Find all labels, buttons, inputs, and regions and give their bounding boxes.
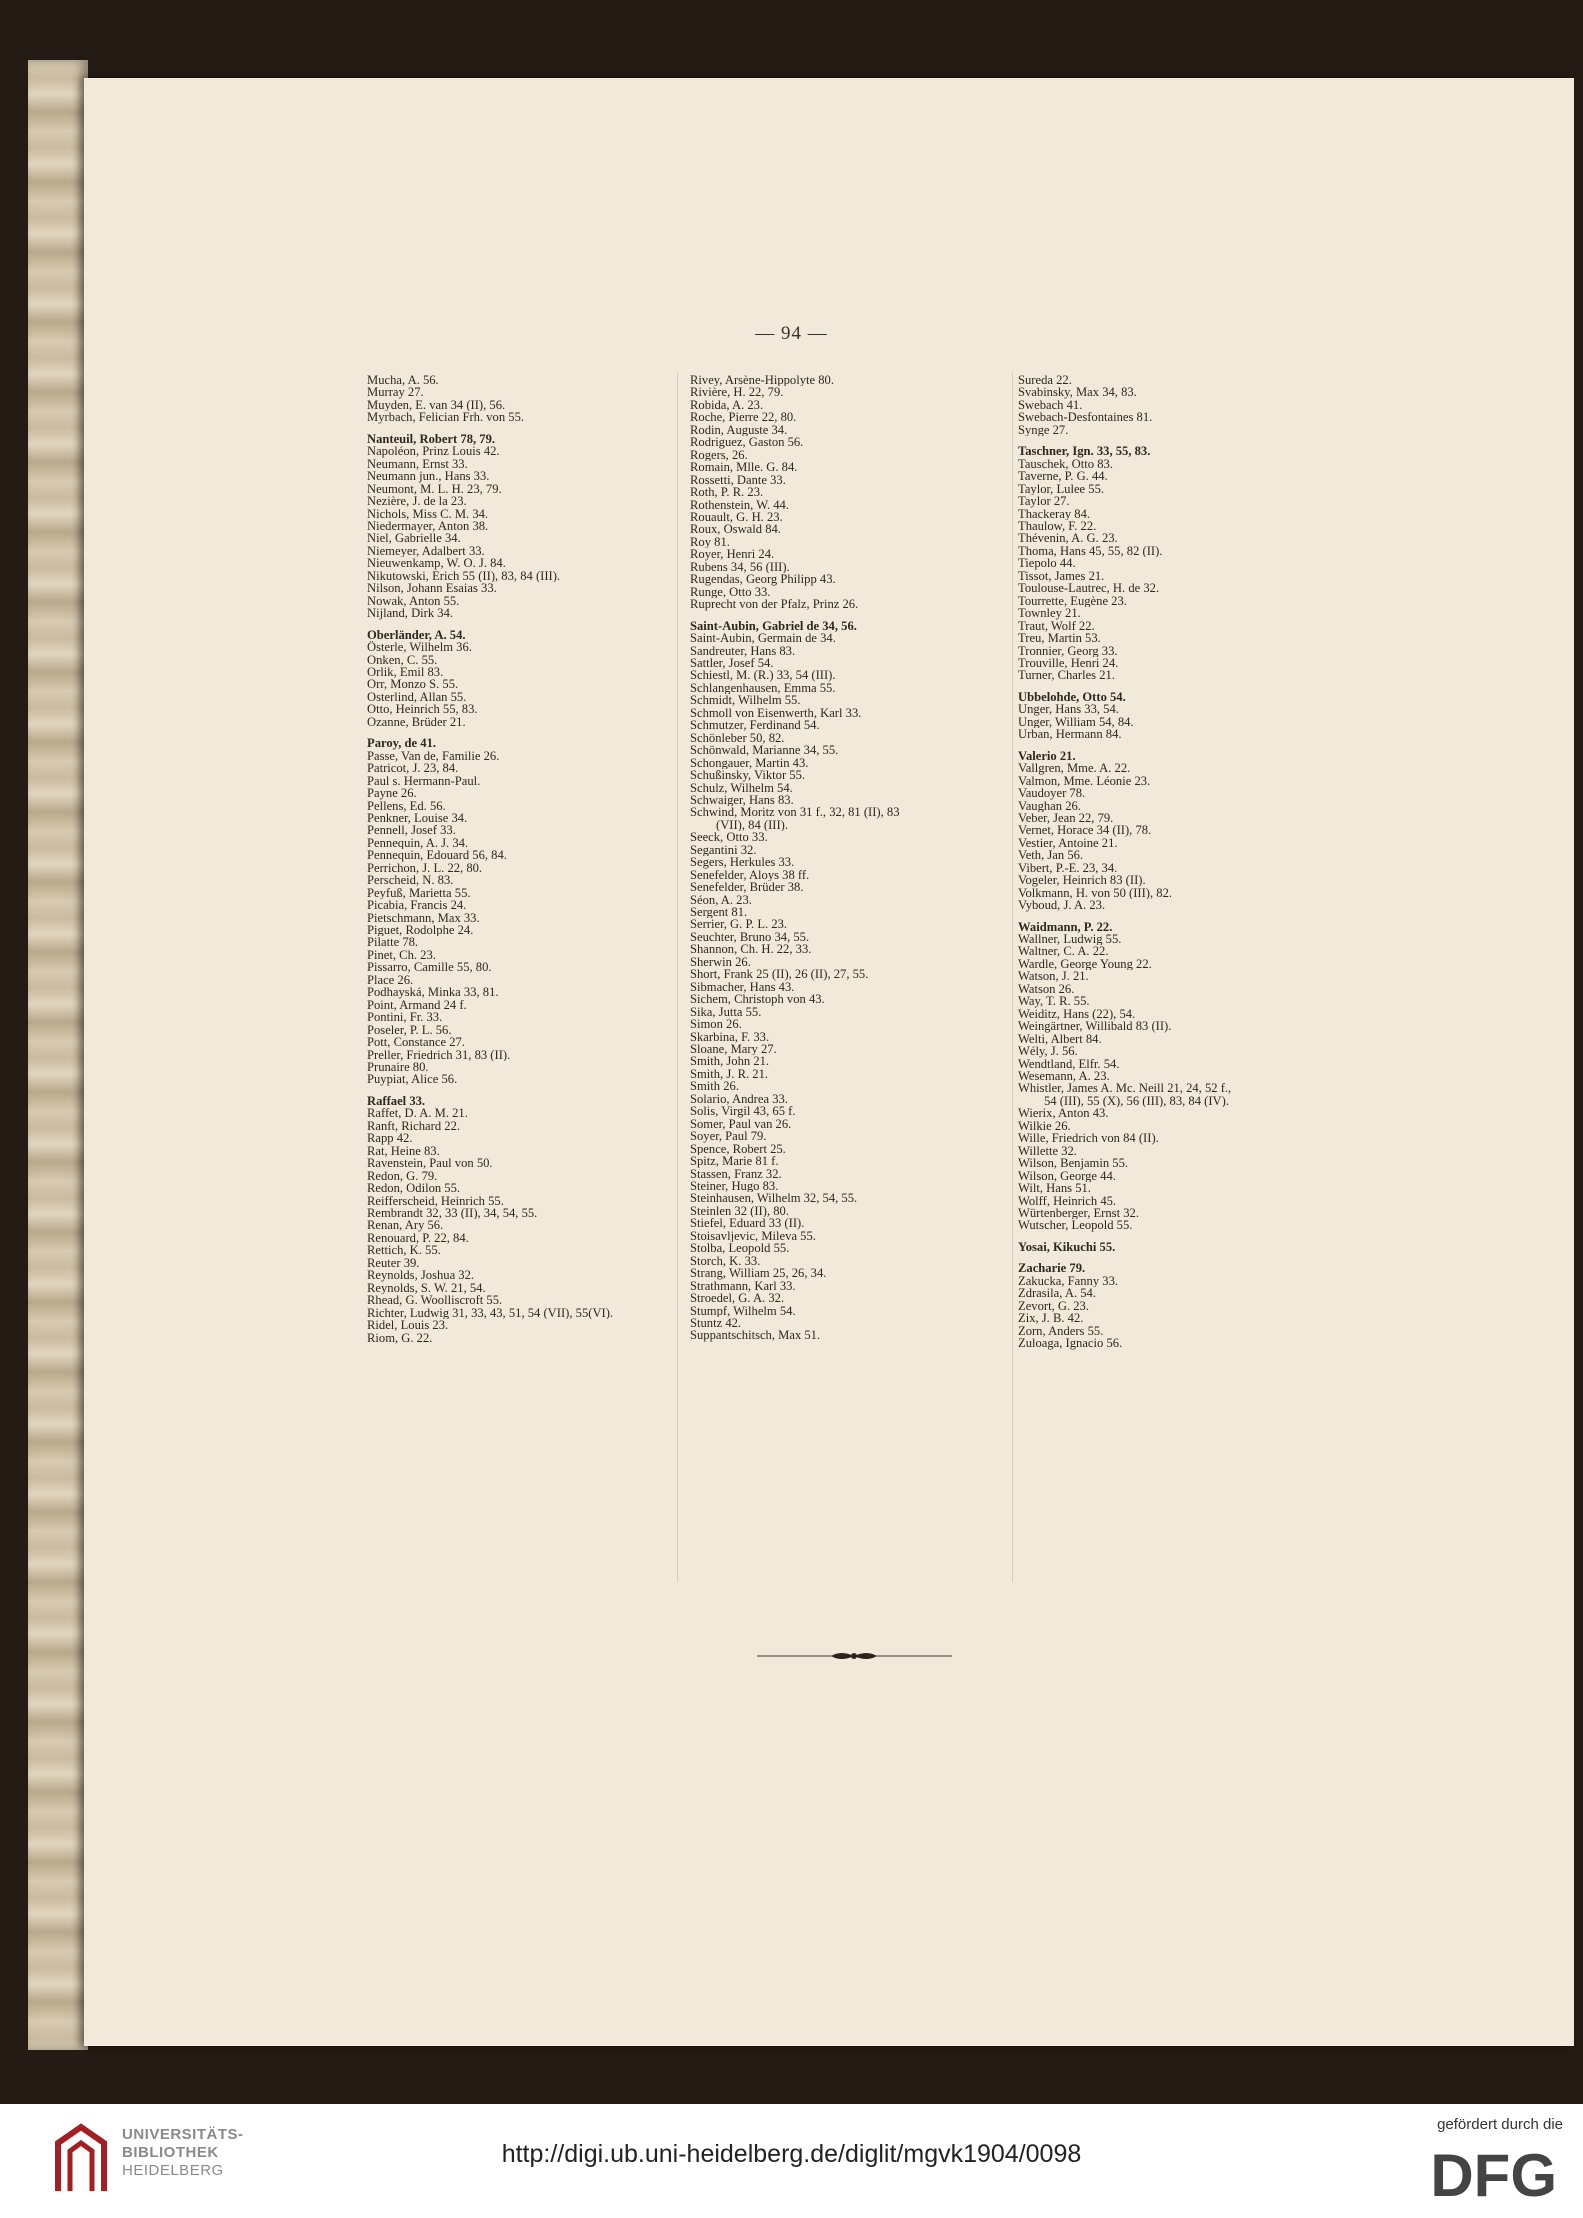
index-entry: Rugendas, Georg Philipp 43. xyxy=(690,573,836,586)
dfg-logo-text: DFG xyxy=(1430,2144,1557,2202)
index-entry: Vernet, Horace 34 (II), 78. xyxy=(1018,824,1152,837)
index-entry: Watson 26. xyxy=(1018,982,1075,996)
entry-gap xyxy=(1018,912,1318,921)
index-entry: Segers, Herkules 33. xyxy=(690,856,795,869)
index-entry: Seeck, Otto 33. xyxy=(690,831,768,844)
index-entry: Nieuwenkamp, W. O. J. 84. xyxy=(367,557,506,570)
index-entry: Preller, Friedrich 31, 83 (II). xyxy=(367,1048,511,1062)
index-entry: Vibert, P.-E. 23, 34. xyxy=(1018,861,1118,875)
index-entry: Nijland, Dirk 34. xyxy=(367,607,454,620)
index-entry: Rapp 42. xyxy=(367,1132,413,1145)
index-entry: Thaulow, F. 22. xyxy=(1018,519,1097,533)
index-entry: Pennell, Josef 33. xyxy=(367,824,456,837)
index-entry: Österle, Wilhelm 36. xyxy=(367,641,472,654)
index-entry: Soyer, Paul 79. xyxy=(690,1130,767,1143)
index-entry: Rettich, K. 55. xyxy=(367,1244,441,1257)
index-entry: Stassen, Franz 32. xyxy=(690,1167,782,1180)
index-entry: Svabinsky, Max 34, 83. xyxy=(1018,386,1137,399)
index-entry: Spence, Robert 25. xyxy=(690,1142,786,1156)
index-entry: Treu, Martin 53. xyxy=(1018,632,1101,645)
index-entry: Neumann jun., Hans 33. xyxy=(367,470,490,483)
index-entry: Spitz, Marie 81 f. xyxy=(690,1155,779,1168)
index-letter-start-entry: Waidmann, P. 22. xyxy=(1018,920,1113,934)
index-entry: Wendtland, Elfr. 54. xyxy=(1018,1057,1120,1071)
index-entry: Pellens, Ed. 56. xyxy=(367,799,446,812)
index-entry: Roy 81. xyxy=(690,535,730,549)
index-entry: Segantini 32. xyxy=(690,843,757,857)
index-entry: Wesemann, A. 23. xyxy=(1018,1070,1110,1083)
index-entry: Vestier, Antoine 21. xyxy=(1018,836,1118,850)
index-entry: Roche, Pierre 22, 80. xyxy=(690,411,797,424)
index-entry: Nikutowski, Erich 55 (II), 83, 84 (III). xyxy=(367,569,561,583)
index-entry: Poseler, P. L. 56. xyxy=(367,1023,452,1037)
index-entry: Taylor, Lulee 55. xyxy=(1018,482,1105,496)
index-entry: Wardle, George Young 22. xyxy=(1018,957,1152,971)
index-entry: Schmidt, Wilhelm 55. xyxy=(690,694,801,707)
index-entry: Simon 26. xyxy=(690,1018,742,1031)
index-entry: Robida, A. 23. xyxy=(690,398,764,412)
index-entry: Orr, Monzo S. 55. xyxy=(367,678,459,691)
index-entry: Veber, Jean 22, 79. xyxy=(1018,811,1114,825)
index-entry: Schwind, Moritz von 31 f., 32, 81 (II), 83 xyxy=(690,806,900,819)
entry-gap xyxy=(367,424,672,433)
index-entry: Pott, Constance 27. xyxy=(367,1036,465,1049)
index-entry: Niel, Gabrielle 34. xyxy=(367,532,461,545)
index-entry: Thévenin, A. G. 23. xyxy=(1018,532,1118,545)
index-entry: Reifferscheid, Heinrich 55. xyxy=(367,1194,504,1207)
index-entry: Nilson, Johann Esaias 33. xyxy=(367,582,497,595)
index-entry: Way, T. R. 55. xyxy=(1018,995,1090,1008)
entry-gap xyxy=(1018,1232,1318,1241)
index-entry: Point, Armand 24 f. xyxy=(367,998,467,1012)
entry-gap xyxy=(1018,1253,1318,1262)
index-entry: Schmutzer, Ferdinand 54. xyxy=(690,719,820,732)
index-entry: Nezière, J. de la 23. xyxy=(367,495,467,508)
index-entry: Weingärtner, Willibald 83 (II). xyxy=(1018,1020,1172,1033)
index-entry: Reynolds, Joshua 32. xyxy=(367,1269,475,1282)
index-letter-start-entry: Raffael 33. xyxy=(367,1094,426,1108)
index-entry: Synge 27. xyxy=(1018,423,1069,437)
index-entry: Picabia, Francis 24. xyxy=(367,899,467,912)
index-letter-start-entry: Paroy, de 41. xyxy=(367,737,437,750)
index-entry: Pietschmann, Max 33. xyxy=(367,911,480,925)
index-entry-continuation: 54 (III), 55 (X), 56 (III), 83, 84 (IV). xyxy=(1044,1094,1229,1108)
index-entry: Townley 21. xyxy=(1018,607,1081,620)
index-entry: Patricot, J. 23, 84. xyxy=(367,762,459,775)
page-edges xyxy=(28,60,88,2050)
library-name-line2: BIBLIOTHEK xyxy=(122,2144,219,2161)
index-entry: Napoléon, Prinz Louis 42. xyxy=(367,445,500,458)
ornament-divider xyxy=(757,1649,952,1663)
index-entry: Tourrette, Eugène 23. xyxy=(1018,594,1127,608)
index-entry: Serrier, G. P. L. 23. xyxy=(690,918,788,931)
index-entry: Roux, Oswald 84. xyxy=(690,523,781,536)
index-entry: Orlik, Emil 83. xyxy=(367,665,444,679)
index-entry: Strang, William 25, 26, 34. xyxy=(690,1267,827,1280)
index-entry: Rogers, 26. xyxy=(690,448,748,462)
index-entry: Willette 32. xyxy=(1018,1144,1077,1158)
index-letter-start-entry: Oberländer, A. 54. xyxy=(367,628,466,642)
index-column-2 xyxy=(690,374,1010,1342)
index-entry: Reuter 39. xyxy=(367,1256,420,1270)
index-entry: Thackeray 84. xyxy=(1018,507,1091,520)
index-entry: Stoisavljevic, Mileva 55. xyxy=(690,1229,816,1243)
index-entry: Schulz, Wilhelm 54. xyxy=(690,781,793,794)
document-url-link[interactable]: http://digi.ub.uni-heidelberg.de/diglit/mgvk1904/0098 xyxy=(501,2140,1082,2168)
index-entry: Volkmann, H. von 50 (III), 82. xyxy=(1018,886,1173,900)
entry-gap xyxy=(1018,682,1318,691)
index-entry: Smith 26. xyxy=(690,1080,739,1093)
index-entry: Unger, William 54, 84. xyxy=(1018,715,1134,729)
index-entry: Stuntz 42. xyxy=(690,1316,742,1330)
index-entry: Rodin, Auguste 34. xyxy=(690,423,788,437)
index-entry: Senefelder, Brüder 38. xyxy=(690,881,804,894)
entry-gap xyxy=(367,1086,672,1095)
index-entry: Schmoll von Eisenwerth, Karl 33. xyxy=(690,706,862,720)
index-entry: Royer, Henri 24. xyxy=(690,548,775,561)
index-entry: Ranft, Richard 22. xyxy=(367,1119,461,1133)
index-entry: Sureda 22. xyxy=(1018,374,1072,387)
index-entry: Watson, J. 21. xyxy=(1018,970,1089,983)
index-entry: Zdrasila, A. 54. xyxy=(1018,1287,1096,1300)
index-entry: Raffet, D. A. M. 21. xyxy=(367,1107,468,1120)
index-entry: Wilt, Hans 51. xyxy=(1018,1182,1091,1195)
index-entry: Wilson, George 44. xyxy=(1018,1169,1116,1183)
index-entry: Turner, Charles 21. xyxy=(1018,669,1115,682)
index-entry: Whistler, James A. Mc. Neill 21, 24, 52 f., xyxy=(1018,1082,1232,1095)
column-rule xyxy=(677,372,678,1582)
index-entry: Vogeler, Heinrich 83 (II). xyxy=(1018,874,1146,887)
index-entry: Wilkie 26. xyxy=(1018,1119,1071,1133)
index-entry: Senefelder, Aloys 38 ff. xyxy=(690,868,810,882)
index-entry: Ruprecht von der Pfalz, Prinz 26. xyxy=(690,598,859,611)
index-entry: Podhayská, Minka 33, 81. xyxy=(367,986,499,999)
index-entry: Wolff, Heinrich 45. xyxy=(1018,1194,1117,1207)
index-entry: Short, Frank 25 (II), 26 (II), 27, 55. xyxy=(690,968,869,981)
entry-gap xyxy=(367,728,672,737)
index-entry: Somer, Paul van 26. xyxy=(690,1117,792,1131)
page-number: — 94 — xyxy=(755,323,828,344)
library-name-line1: UNIVERSITÄTS- xyxy=(122,2126,244,2143)
index-entry: Wilson, Benjamin 55. xyxy=(1018,1157,1129,1170)
index-entry: Steiner, Hugo 83. xyxy=(690,1180,779,1193)
index-entry: Rodriguez, Gaston 56. xyxy=(690,436,804,449)
index-entry: Swebach-Desfontaines 81. xyxy=(1018,411,1153,424)
index-entry: Schiestl, M. (R.) 33, 54 (III). xyxy=(690,669,836,682)
index-entry: Tiepolo 44. xyxy=(1018,557,1076,570)
index-entry: Ravenstein, Paul von 50. xyxy=(367,1157,493,1170)
index-entry: Schönwald, Marianne 34, 55. xyxy=(690,744,839,757)
index-entry: Payne 26. xyxy=(367,787,417,800)
index-letter-start-entry: Taschner, Ign. 33, 55, 83. xyxy=(1018,445,1151,458)
index-entry: Runge, Otto 33. xyxy=(690,585,771,599)
index-letter-start-entry: Yosai, Kikuchi 55. xyxy=(1018,1240,1116,1254)
index-entry: Sloane, Mary 27. xyxy=(690,1043,777,1056)
index-entry: Suppantschitsch, Max 51. xyxy=(690,1329,821,1342)
index-entry: Smith, John 21. xyxy=(690,1055,770,1068)
index-entry: Renan, Ary 56. xyxy=(367,1219,444,1232)
index-entry: Traut, Wolf 22. xyxy=(1018,619,1095,633)
index-entry: Roth, P. R. 23. xyxy=(690,486,764,499)
index-entry: Rubens 34, 56 (III). xyxy=(690,560,790,574)
index-entry: Perscheid, N. 83. xyxy=(367,874,454,887)
index-entry: Tauschek, Otto 83. xyxy=(1018,457,1113,471)
index-entry: Paul s. Hermann-Paul. xyxy=(367,774,481,788)
index-entry: Richter, Ludwig 31, 33, 43, 51, 54 (VII), 55(VI). xyxy=(367,1306,614,1320)
index-entry: Schwaiger, Hans 83. xyxy=(690,793,794,807)
index-entry: Reynolds, S. W. 21, 54. xyxy=(367,1281,486,1295)
entry-gap xyxy=(1018,741,1318,750)
index-entry: Würtenberger, Ernst 32. xyxy=(1018,1207,1139,1220)
index-entry: Osterlind, Allan 55. xyxy=(367,690,467,704)
index-entry: Vaudoyer 78. xyxy=(1018,787,1086,800)
index-letter-start-entry: Nanteuil, Robert 78, 79. xyxy=(367,432,496,446)
index-entry: Passe, Van de, Familie 26. xyxy=(367,749,500,763)
index-entry: Saint-Aubin, Germain de 34. xyxy=(690,632,836,645)
index-entry: Tronnier, Georg 33. xyxy=(1018,644,1118,657)
index-entry: Rouault, G. H. 23. xyxy=(690,510,783,524)
index-entry: Rivey, Arsène-Hippolyte 80. xyxy=(690,374,834,387)
index-entry: Valmon, Mme. Léonie 23. xyxy=(1018,774,1151,788)
entry-gap xyxy=(1018,436,1318,445)
index-entry: Sibmacher, Hans 43. xyxy=(690,980,795,994)
index-entry: Trouville, Henri 24. xyxy=(1018,656,1119,670)
index-letter-start-entry: Valerio 21. xyxy=(1018,749,1076,763)
index-entry: Urban, Hermann 84. xyxy=(1018,728,1122,741)
index-entry: Solis, Virgil 43, 65 f. xyxy=(690,1105,796,1118)
index-entry: Prunaire 80. xyxy=(367,1061,429,1074)
index-entry: Stumpf, Wilhelm 54. xyxy=(690,1304,796,1317)
index-entry: Niedermayer, Anton 38. xyxy=(367,519,489,533)
index-entry: Sergent 81. xyxy=(690,906,748,919)
index-entry: Vaughan 26. xyxy=(1018,799,1081,812)
index-entry: Schlangenhausen, Emma 55. xyxy=(690,681,836,695)
index-entry: Schongauer, Martin 43. xyxy=(690,756,809,770)
index-entry: Thoma, Hans 45, 55, 82 (II). xyxy=(1018,544,1163,558)
column-rule xyxy=(1012,372,1013,1582)
index-entry: Puypiat, Alice 56. xyxy=(367,1073,458,1086)
index-entry: Penkner, Louise 34. xyxy=(367,811,468,825)
index-entry: Myrbach, Felician Frh. von 55. xyxy=(367,411,525,424)
index-letter-start-entry: Ubbelohde, Otto 54. xyxy=(1018,690,1126,704)
index-entry: Sherwin 26. xyxy=(690,955,751,969)
index-entry: Redon, Odilon 55. xyxy=(367,1182,461,1195)
index-entry: Niemeyer, Adalbert 33. xyxy=(367,544,485,558)
index-entry: Perrichon, J. L. 22, 80. xyxy=(367,861,483,875)
index-entry: Vyboud, J. A. 23. xyxy=(1018,899,1106,912)
index-entry: Swebach 41. xyxy=(1018,398,1083,412)
index-entry: Shannon, Ch. H. 22, 33. xyxy=(690,943,812,956)
index-entry: Nowak, Anton 55. xyxy=(367,594,460,608)
index-letter-start-entry: Zacharie 79. xyxy=(1018,1262,1086,1275)
entry-gap xyxy=(367,620,672,629)
index-entry: Ozanne, Brüder 21. xyxy=(367,715,466,729)
index-column-1 xyxy=(367,374,672,1344)
index-entry: Stiefel, Eduard 33 (II). xyxy=(690,1217,805,1230)
index-entry: Vallgren, Mme. A. 22. xyxy=(1018,762,1131,775)
index-entry: Sika, Jutta 55. xyxy=(690,1005,762,1019)
sponsor-text: gefördert durch die xyxy=(1437,2116,1563,2133)
index-entry: Welti, Albert 84. xyxy=(1018,1032,1102,1046)
index-entry: Zix, J. B. 42. xyxy=(1018,1312,1084,1325)
index-entry: Séon, A. 23. xyxy=(690,893,752,907)
index-entry: Sattler, Josef 54. xyxy=(690,656,774,670)
index-entry: Ridel, Louis 23. xyxy=(367,1319,449,1332)
index-entry: Pissarro, Camille 55, 80. xyxy=(367,961,492,974)
index-entry: Waltner, C. A. 22. xyxy=(1018,945,1109,958)
index-letter-start-entry: Saint-Aubin, Gabriel de 34, 56. xyxy=(690,619,857,633)
index-entry: Wély, J. 56. xyxy=(1018,1045,1078,1058)
index-entry: Solario, Andrea 33. xyxy=(690,1092,788,1106)
index-entry: Renouard, P. 22, 84. xyxy=(367,1231,469,1245)
index-entry: Taylor 27. xyxy=(1018,495,1070,508)
index-entry: Pennequin, A. J. 34. xyxy=(367,836,469,850)
index-entry: Steinlen 32 (II), 80. xyxy=(690,1204,789,1218)
index-entry: Strathmann, Karl 33. xyxy=(690,1279,796,1293)
index-entry: Romain, Mlle. G. 84. xyxy=(690,461,798,474)
index-entry: Tissot, James 21. xyxy=(1018,569,1105,583)
index-entry: Rhead, G. Woolliscroft 55. xyxy=(367,1294,503,1307)
index-entry-continuation: (VII), 84 (III). xyxy=(716,818,789,832)
index-entry: Zevort, G. 23. xyxy=(1018,1299,1089,1313)
index-entry: Toulouse-Lautrec, H. de 32. xyxy=(1018,582,1160,595)
index-entry: Stolba, Leopold 55. xyxy=(690,1242,790,1255)
index-entry: Sichem, Christoph von 43. xyxy=(690,993,825,1006)
index-entry: Pontini, Fr. 33. xyxy=(367,1011,443,1024)
index-entry: Pilatte 78. xyxy=(367,936,419,949)
entry-gap xyxy=(690,611,1010,620)
index-entry: Schußinsky, Viktor 55. xyxy=(690,769,806,782)
library-name-line3: HEIDELBERG xyxy=(122,2162,224,2179)
index-entry: Rothenstein, W. 44. xyxy=(690,498,790,511)
index-entry: Zuloaga, Ignacio 56. xyxy=(1018,1337,1123,1350)
index-entry: Pinet, Ch. 23. xyxy=(367,948,436,962)
index-entry: Rivière, H. 22, 79. xyxy=(690,386,784,399)
index-entry: Nichols, Miss C. M. 34. xyxy=(367,507,489,520)
index-entry: Veth, Jan 56. xyxy=(1018,849,1084,862)
index-entry: Rat, Heine 83. xyxy=(367,1144,440,1158)
index-entry: Otto, Heinrich 55, 83. xyxy=(367,703,478,716)
index-entry: Stroedel, G. A. 32. xyxy=(690,1292,785,1305)
index-entry: Wutscher, Leopold 55. xyxy=(1018,1219,1133,1232)
index-entry: Taverne, P. G. 44. xyxy=(1018,470,1108,483)
index-entry: Onken, C. 55. xyxy=(367,653,438,666)
index-entry: Neumont, M. L. H. 23, 79. xyxy=(367,482,502,496)
index-entry: Place 26. xyxy=(367,973,414,987)
index-entry: Sandreuter, Hans 83. xyxy=(690,644,796,657)
index-entry: Rembrandt 32, 33 (II), 34, 54, 55. xyxy=(367,1207,538,1220)
index-entry: Wille, Friedrich von 84 (II). xyxy=(1018,1132,1159,1145)
index-entry: Wallner, Ludwig 55. xyxy=(1018,933,1122,946)
index-entry: Schönleber 50, 82. xyxy=(690,731,785,745)
index-entry: Storch, K. 33. xyxy=(690,1254,761,1268)
dfg-logo-icon xyxy=(1379,2144,1557,2202)
index-entry: Zorn, Anders 55. xyxy=(1018,1324,1104,1338)
index-entry: Redon, G. 79. xyxy=(367,1169,438,1183)
index-entry: Weiditz, Hans (22), 54. xyxy=(1018,1007,1136,1021)
index-entry: Unger, Hans 33, 54. xyxy=(1018,703,1119,716)
index-entry: Murray 27. xyxy=(367,386,424,399)
index-entry: Mucha, A. 56. xyxy=(367,374,439,387)
index-entry: Zakucka, Fanny 33. xyxy=(1018,1274,1119,1288)
index-entry: Riom, G. 22. xyxy=(367,1331,433,1344)
index-entry: Piguet, Rodolphe 24. xyxy=(367,924,474,937)
index-entry: Smith, J. R. 21. xyxy=(690,1067,769,1081)
index-entry: Neumann, Ernst 33. xyxy=(367,457,468,471)
index-column-3 xyxy=(1018,374,1318,1350)
index-entry: Steinhausen, Wilhelm 32, 54, 55. xyxy=(690,1192,858,1205)
index-entry: Peyfuß, Marietta 55. xyxy=(367,886,471,900)
index-entry: Skarbina, F. 33. xyxy=(690,1030,770,1044)
index-entry: Pennequin, Edouard 56, 84. xyxy=(367,849,507,862)
index-entry: Seuchter, Bruno 34, 55. xyxy=(690,930,810,944)
index-entry: Rossetti, Dante 33. xyxy=(690,473,786,487)
index-entry: Wierix, Anton 43. xyxy=(1018,1107,1109,1120)
index-entry: Muyden, E. van 34 (II), 56. xyxy=(367,398,506,412)
